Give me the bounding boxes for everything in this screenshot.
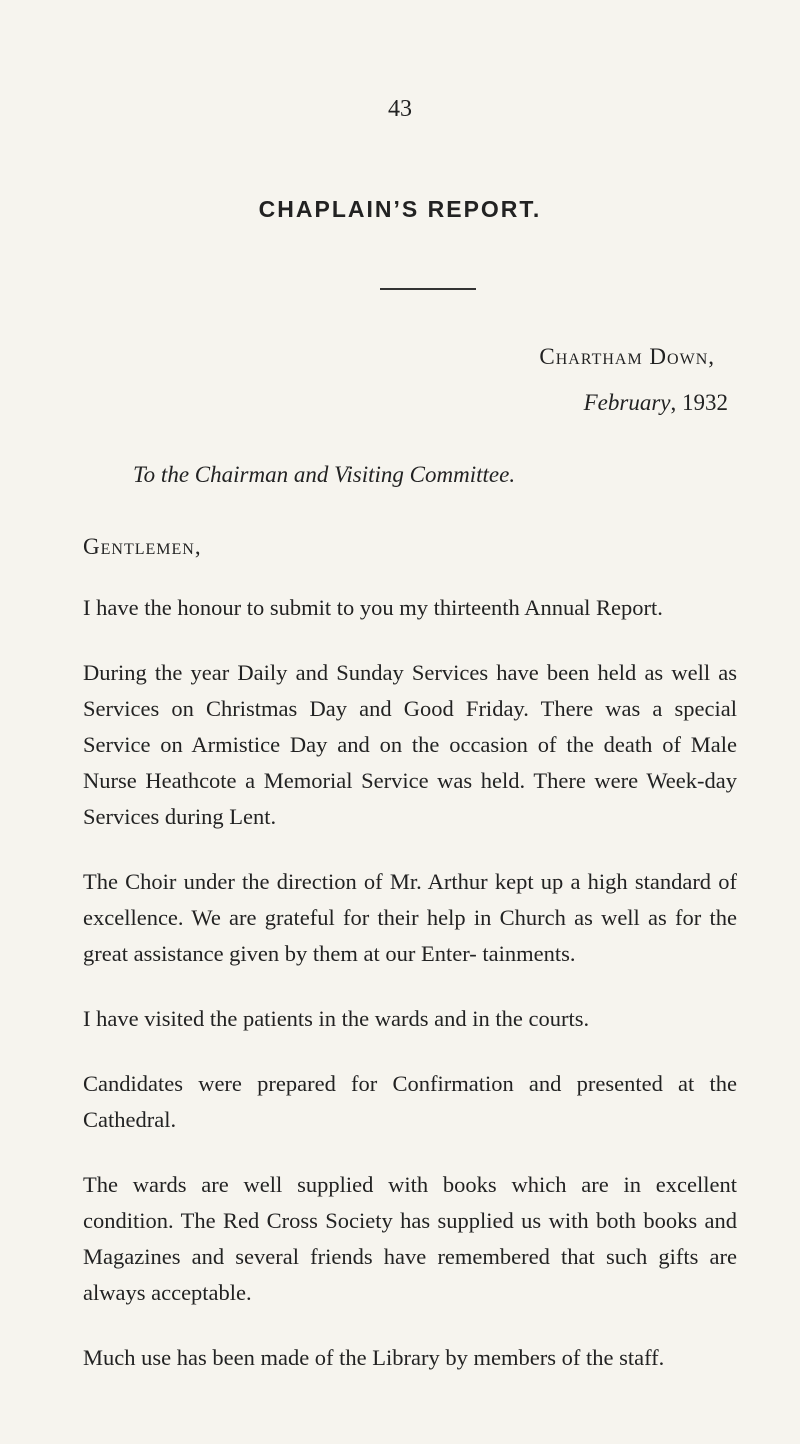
sender-location: Chartham Down, bbox=[539, 344, 715, 369]
report-body bbox=[83, 590, 737, 1405]
body-paragraph: The Choir under the direction of Mr. Arthur kept up a high standard of excellence. We are grateful for their help in Church as well as for the great assistance given by them at our Enter- tainments. bbox=[83, 869, 737, 966]
body-paragraph: The wards are well supplied with books which are in excellent condition. The Red Cross Society has supplied us with both books and Magazines and several friends have remembered that such gifts are always acceptable. bbox=[83, 1172, 737, 1305]
body-paragraph: Candidates were prepared for Confirmation and presented at the Cathedral. bbox=[83, 1071, 737, 1132]
report-date-year: , 1932 bbox=[670, 390, 728, 415]
body-paragraph: I have visited the patients in the wards and in the courts. bbox=[83, 1006, 590, 1031]
body-paragraph: Much use has been made of the Library by members of the staff. bbox=[83, 1345, 665, 1370]
body-paragraph: I have the honour to submit to you my thirteenth Annual Report. bbox=[83, 595, 663, 620]
report-date-month: February bbox=[583, 390, 671, 415]
title-divider bbox=[380, 288, 476, 290]
salutation: Gentlemen, bbox=[83, 534, 202, 559]
addressee-line: To the Chairman and Visiting Committee. bbox=[133, 462, 516, 487]
report-title: CHAPLAIN’S REPORT. bbox=[258, 196, 542, 222]
report-date bbox=[584, 390, 728, 416]
page-number: 43 bbox=[388, 96, 412, 122]
body-paragraph: During the year Daily and Sunday Services have been held as well as Services on Christmas Day and Good Friday. There was a special Service on Armistice Day and on the occasion of the death of Male Nurse Heathcote a Memorial Service was held. There were Week-day Services during Lent. bbox=[83, 660, 737, 829]
